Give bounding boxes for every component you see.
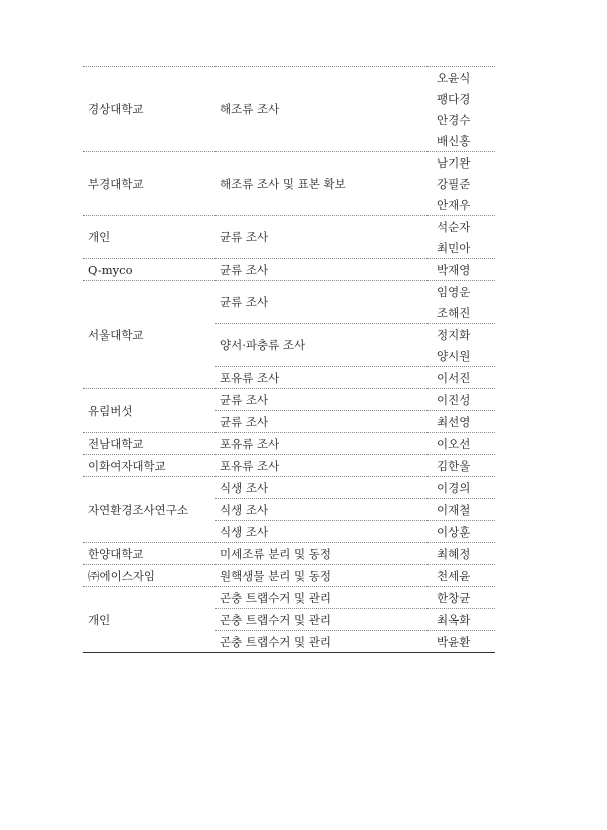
task-cell: 균류 조사 xyxy=(215,216,427,259)
table-row xyxy=(83,67,495,89)
person-cell: 최선영 xyxy=(427,411,495,433)
person-cell: 한창균 xyxy=(427,587,495,609)
person-cell: 최혜정 xyxy=(427,543,495,565)
task-cell: 균류 조사 xyxy=(215,389,427,411)
table-row xyxy=(83,543,495,565)
person-cell: 김한울 xyxy=(427,455,495,477)
org-cell: 이화여자대학교 xyxy=(83,455,215,477)
person-cell: 최민아 xyxy=(437,240,471,255)
task-cell: 식생 조사 xyxy=(215,521,427,543)
table-row xyxy=(83,389,495,411)
person-cell: 양시원 xyxy=(437,348,471,363)
org-cell: 부경대학교 xyxy=(83,152,215,216)
table-row xyxy=(83,433,495,455)
org-cell: 전남대학교 xyxy=(83,433,215,455)
org-cell: 유림버섯 xyxy=(83,389,215,433)
task-cell: 곤충 트랩수거 및 관리 xyxy=(215,631,427,653)
org-cell: 개인 xyxy=(83,587,215,653)
person-cell: 이서진 xyxy=(427,367,495,389)
org-cell: 개인 xyxy=(83,216,215,259)
task-cell: 식생 조사 xyxy=(215,477,427,499)
task-cell: 원핵생물 분리 및 동정 xyxy=(215,565,427,587)
task-cell: 균류 조사 xyxy=(215,411,427,433)
task-cell: 양서·파충류 조사 xyxy=(215,324,427,367)
org-cell: 자연환경조사연구소 xyxy=(83,477,215,543)
task-cell: 식생 조사 xyxy=(215,499,427,521)
person-cell: 팽다경 xyxy=(437,91,471,106)
org-cell: 한양대학교 xyxy=(83,543,215,565)
person-cell: 이경의 xyxy=(427,477,495,499)
person-cell: 석순자 xyxy=(427,216,495,238)
task-cell: 해조류 조사 및 표본 확보 xyxy=(215,152,427,216)
personnel-table-body xyxy=(83,67,495,653)
task-cell: 포유류 조사 xyxy=(215,455,427,477)
person-cell: 조해진 xyxy=(437,305,471,320)
table-row xyxy=(83,587,495,609)
org-cell: ㈜에이스자임 xyxy=(83,565,215,587)
table-row xyxy=(83,455,495,477)
task-cell: 곤충 트랩수거 및 관리 xyxy=(215,587,427,609)
org-cell: 경상대학교 xyxy=(83,67,215,152)
task-cell: 해조류 조사 xyxy=(215,67,427,152)
person-cell: 이상훈 xyxy=(427,521,495,543)
org-cell: 서울대학교 xyxy=(83,281,215,389)
table-row xyxy=(83,565,495,587)
task-cell: 균류 조사 xyxy=(215,259,427,281)
person-cell: 안경수 xyxy=(437,112,471,127)
person-cell: 정지화 xyxy=(427,324,495,346)
person-cell: 임영운 xyxy=(427,281,495,303)
org-cell: Q-myco xyxy=(83,259,215,281)
person-cell: 안재우 xyxy=(437,197,471,212)
task-cell: 미세조류 분리 및 동정 xyxy=(215,543,427,565)
table-row xyxy=(83,259,495,281)
table-row xyxy=(83,477,495,499)
table-row xyxy=(83,281,495,303)
person-cell: 강필준 xyxy=(437,176,471,191)
task-cell: 포유류 조사 xyxy=(215,433,427,455)
table-row xyxy=(83,152,495,174)
table-row xyxy=(83,216,495,238)
person-cell: 최옥화 xyxy=(427,609,495,631)
person-cell: 이재철 xyxy=(427,499,495,521)
task-cell: 균류 조사 xyxy=(215,281,427,324)
person-cell: 천세윤 xyxy=(427,565,495,587)
task-cell: 곤충 트랩수거 및 관리 xyxy=(215,609,427,631)
person-cell: 이진성 xyxy=(427,389,495,411)
person-cell: 오윤식 xyxy=(427,67,495,89)
person-cell: 이오선 xyxy=(427,433,495,455)
person-cell: 박윤환 xyxy=(427,631,495,653)
personnel-table xyxy=(83,66,495,653)
person-cell: 박재영 xyxy=(427,259,495,281)
person-cell: 남기완 xyxy=(427,152,495,174)
person-cell: 배신홍 xyxy=(437,133,471,148)
task-cell: 포유류 조사 xyxy=(215,367,427,389)
